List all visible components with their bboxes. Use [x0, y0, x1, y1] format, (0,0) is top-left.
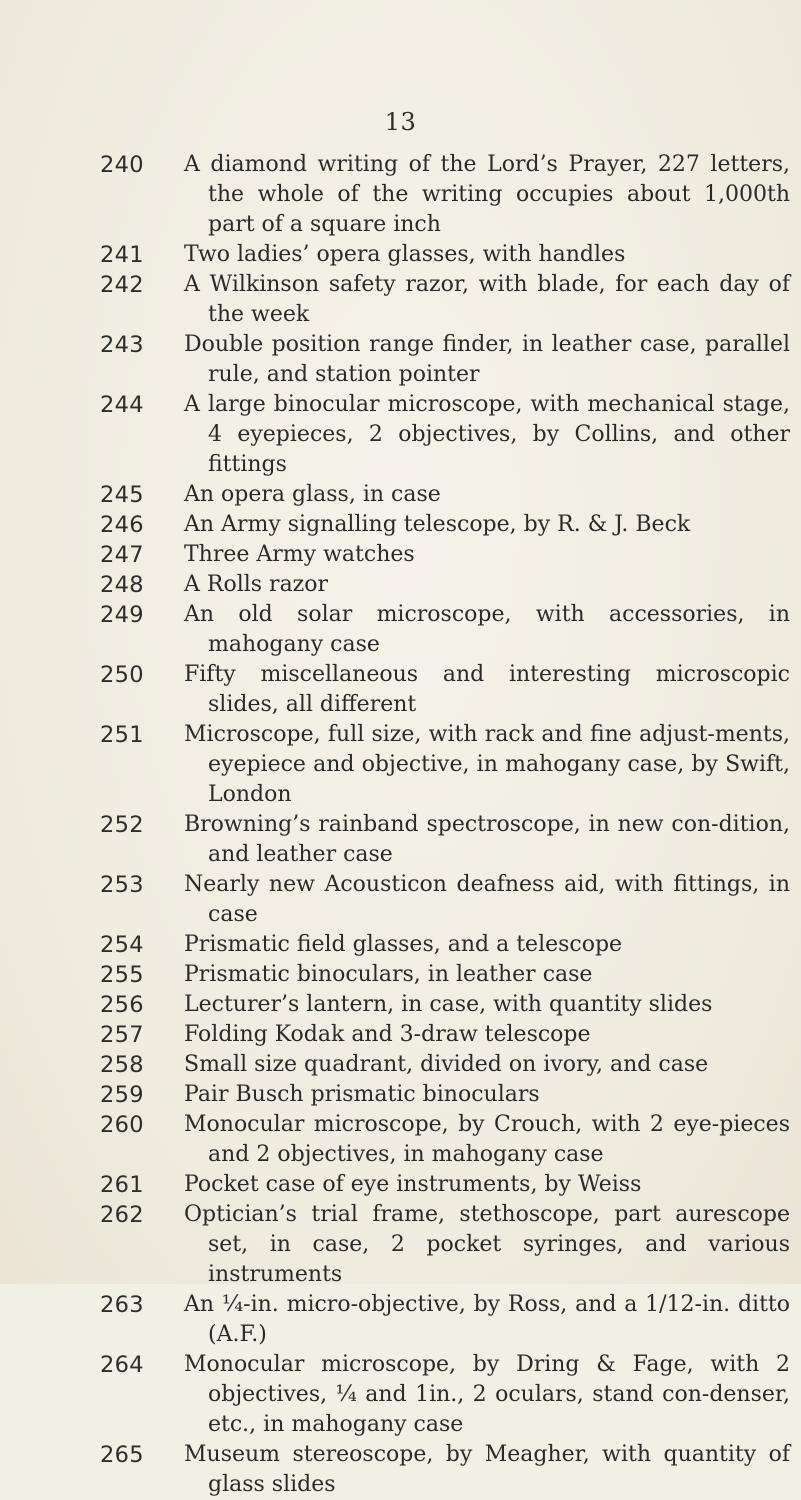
lot-number: 247: [100, 542, 144, 568]
lot-description: Pair Busch prismatic binoculars: [184, 1082, 540, 1107]
lot-item: [100, 510, 790, 540]
lot-description: A Rolls razor: [184, 572, 329, 597]
lot-number: 264: [100, 1352, 144, 1378]
lot-item: [100, 1350, 790, 1440]
lot-description: A diamond writing of the Lord’s Prayer, 227 letters, the whole of the writing occupies about 1,000th part of a square inch: [184, 152, 790, 237]
lot-item: [100, 1020, 790, 1050]
lot-description: Prismatic field glasses, and a telescope: [184, 932, 623, 957]
lot-description: An Army signalling telescope, by R. & J. Beck: [184, 512, 691, 537]
lot-description: An old solar microscope, with accessories, in mahogany case: [184, 602, 790, 657]
lot-item: [100, 1290, 790, 1350]
lot-description: Monocular microscope, by Crouch, with 2 eye-pieces and 2 objectives, in mahogany case: [184, 1112, 790, 1167]
lot-description: An opera glass, in case: [184, 482, 441, 507]
lot-item: [100, 1440, 790, 1500]
lot-description: Microscope, full size, with rack and fine adjust-ments, eyepiece and objective, in mahogany case, by Swift, London: [184, 722, 790, 807]
lot-number: 262: [100, 1202, 144, 1228]
lot-description: A Wilkinson safety razor, with blade, for each day of the week: [184, 272, 790, 327]
lot-number: 242: [100, 272, 144, 298]
lot-item: [100, 930, 790, 960]
lot-number: 257: [100, 1022, 144, 1048]
lot-item: [100, 1050, 790, 1080]
lot-item: [100, 240, 790, 270]
lot-description: Pocket case of eye instruments, by Weiss: [184, 1172, 642, 1197]
lot-number: 243: [100, 332, 144, 358]
lot-item: [100, 720, 790, 810]
lot-number: 245: [100, 482, 144, 508]
lot-description: Prismatic binoculars, in leather case: [184, 962, 593, 987]
lot-item: [100, 270, 790, 330]
page-number: 13: [384, 108, 417, 136]
lot-number: 263: [100, 1292, 144, 1318]
lot-description: Optician’s trial frame, stethoscope, part aurescope set, in case, 2 pocket syringes, and various instruments: [184, 1202, 790, 1287]
lot-item: [100, 990, 790, 1020]
lot-description: A large binocular microscope, with mechanical stage, 4 eyepieces, 2 objectives, by Collins, and other fittings: [184, 392, 790, 477]
lot-item: [100, 960, 790, 990]
lot-item: [100, 570, 790, 600]
lot-number: 250: [100, 662, 144, 688]
lot-description: Two ladies’ opera glasses, with handles: [184, 242, 626, 267]
lot-description: Nearly new Acousticon deafness aid, with fittings, in case: [184, 872, 790, 927]
lot-item: [100, 540, 790, 570]
lot-number: 260: [100, 1112, 144, 1138]
lot-item: [100, 1200, 790, 1290]
lot-description: Folding Kodak and 3-draw telescope: [184, 1022, 591, 1047]
lot-number: 252: [100, 812, 144, 838]
lot-item: [100, 1080, 790, 1110]
lot-item: [100, 1170, 790, 1200]
lot-description: Fifty miscellaneous and interesting microscopic slides, all different: [184, 662, 790, 717]
lot-number: 258: [100, 1052, 144, 1078]
lot-description: Monocular microscope, by Dring & Fage, with 2 objectives, ¼ and 1in., 2 oculars, stand con-denser, etc., in mahogany case: [184, 1352, 790, 1437]
lot-number: 241: [100, 242, 144, 268]
lot-description: Small size quadrant, divided on ivory, and case: [184, 1052, 709, 1077]
lot-description: Browning’s rainband spectroscope, in new con-dition, and leather case: [184, 812, 790, 867]
lot-description: Lecturer’s lantern, in case, with quantity slides: [184, 992, 713, 1017]
lot-number: 248: [100, 572, 144, 598]
lot-number: 253: [100, 872, 144, 898]
lot-item: [100, 390, 790, 480]
lot-item: [100, 330, 790, 390]
lot-item: [100, 810, 790, 870]
lot-description: An ¼-in. micro-objective, by Ross, and a 1/12-in. ditto (A.F.): [184, 1292, 790, 1347]
lot-item: [100, 150, 790, 240]
lot-number: 265: [100, 1442, 144, 1468]
lot-description: Double position range finder, in leather case, parallel rule, and station pointer: [184, 332, 790, 387]
lot-item: [100, 870, 790, 930]
lot-number: 244: [100, 392, 144, 418]
lot-number: 240: [100, 152, 144, 178]
lot-number: 256: [100, 992, 144, 1018]
lot-item: [100, 1110, 790, 1170]
lot-item: [100, 660, 790, 720]
lot-item: [100, 480, 790, 510]
lot-item: [100, 600, 790, 660]
lot-list: [100, 150, 790, 1500]
lot-number: 255: [100, 962, 144, 988]
lot-number: 254: [100, 932, 144, 958]
lot-number: 246: [100, 512, 144, 538]
lot-description: Three Army watches: [184, 542, 415, 567]
lot-number: 251: [100, 722, 144, 748]
lot-number: 249: [100, 602, 144, 628]
lot-number: 261: [100, 1172, 144, 1198]
lot-description: Museum stereoscope, by Meagher, with quantity of glass slides: [184, 1442, 790, 1497]
lot-number: 259: [100, 1082, 144, 1108]
